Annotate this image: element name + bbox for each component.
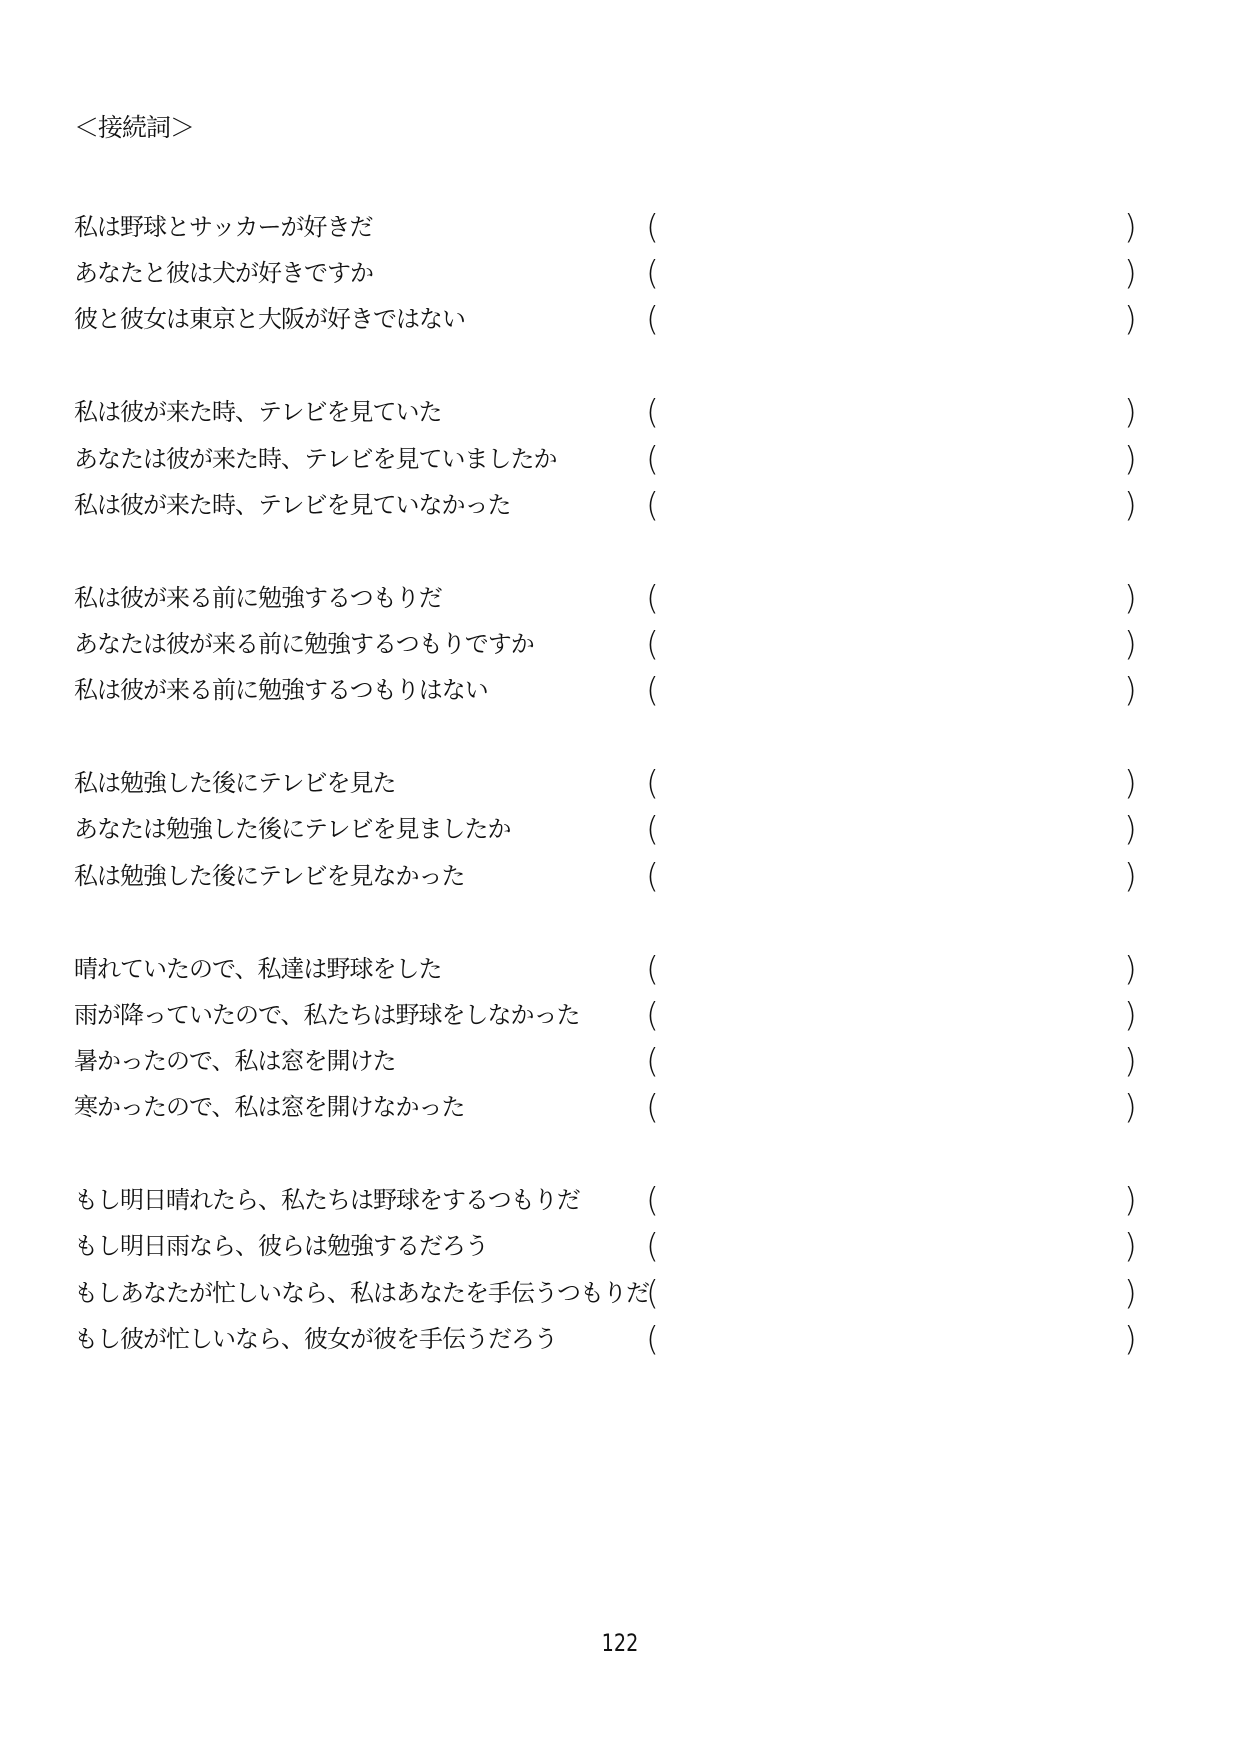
exercise-row <box>0 807 1240 853</box>
exercise-sentence: もしあなたが忙しいなら、私はあなたを手伝うつもりだ <box>74 1279 649 1307</box>
exercise-row <box>0 993 1240 1039</box>
exercise-row <box>0 854 1240 900</box>
answer-blank[interactable] <box>670 1323 1118 1359</box>
answer-paren-close: ) <box>1124 439 1137 478</box>
answer-paren-close: ) <box>1124 253 1137 292</box>
exercise-sentence: 晴れていたので、私達は野球をした <box>74 955 442 983</box>
answer-paren-open: ( <box>646 485 659 524</box>
answer-paren-open: ( <box>646 299 659 338</box>
exercise-sentence: あなたは彼が来た時、テレビを見ていましたか <box>74 445 557 473</box>
answer-paren-open: ( <box>646 1041 659 1080</box>
answer-paren-close: ) <box>1124 763 1137 802</box>
answer-paren-open: ( <box>646 253 659 292</box>
exercise-row <box>0 1317 1240 1363</box>
exercise-row <box>0 622 1240 668</box>
answer-paren-open: ( <box>646 856 659 895</box>
exercise-sentence: もし明日雨なら、彼らは勉強するだろう <box>74 1232 488 1260</box>
exercise-row <box>0 483 1240 529</box>
exercise-sentence: あなたと彼は犬が好きですか <box>74 259 373 287</box>
answer-paren-close: ) <box>1124 624 1137 663</box>
answer-paren-close: ) <box>1124 392 1137 431</box>
answer-blank[interactable] <box>670 489 1118 525</box>
answer-blank[interactable] <box>670 1184 1118 1220</box>
exercise-sentence: あなたは勉強した後にテレビを見ましたか <box>74 815 511 843</box>
exercise-row <box>0 1224 1240 1270</box>
answer-blank[interactable] <box>670 1277 1118 1313</box>
exercise-sentence: 彼と彼女は東京と大阪が好きではない <box>74 305 465 333</box>
exercise-row <box>0 576 1240 622</box>
answer-blank[interactable] <box>670 443 1118 479</box>
exercise-row <box>0 1085 1240 1131</box>
answer-paren-close: ) <box>1124 670 1137 709</box>
answer-paren-close: ) <box>1124 1041 1137 1080</box>
answer-blank[interactable] <box>670 674 1118 710</box>
exercise-sentence: 私は野球とサッカーが好きだ <box>74 213 373 241</box>
answer-blank[interactable] <box>670 999 1118 1035</box>
answer-paren-close: ) <box>1124 856 1137 895</box>
answer-paren-open: ( <box>646 670 659 709</box>
answer-paren-open: ( <box>646 1226 659 1265</box>
answer-paren-open: ( <box>646 1087 659 1126</box>
answer-paren-open: ( <box>646 624 659 663</box>
exercise-sentence: 私は彼が来る前に勉強するつもりだ <box>74 584 442 612</box>
exercise-row <box>0 947 1240 993</box>
exercise-row <box>0 297 1240 343</box>
answer-paren-open: ( <box>646 995 659 1034</box>
exercise-sentence: 寒かったので、私は窓を開けなかった <box>74 1093 465 1121</box>
exercise-sentence: 私は勉強した後にテレビを見た <box>74 769 396 797</box>
answer-blank[interactable] <box>670 396 1118 432</box>
answer-blank[interactable] <box>670 767 1118 803</box>
answer-paren-open: ( <box>646 809 659 848</box>
page-title: ＜接続詞＞ <box>74 113 195 142</box>
answer-blank[interactable] <box>670 582 1118 618</box>
answer-paren-close: ) <box>1124 1226 1137 1265</box>
answer-paren-open: ( <box>646 1319 659 1358</box>
answer-paren-close: ) <box>1124 809 1137 848</box>
exercise-sentence: 私は彼が来る前に勉強するつもりはない <box>74 676 488 704</box>
exercise-sentence: 雨が降っていたので、私たちは野球をしなかった <box>74 1001 580 1029</box>
exercise-row <box>0 668 1240 714</box>
exercise-row <box>0 437 1240 483</box>
answer-blank[interactable] <box>670 953 1118 989</box>
exercise-row <box>0 761 1240 807</box>
answer-paren-close: ) <box>1124 1273 1137 1312</box>
exercise-sentence: 暑かったので、私は窓を開けた <box>74 1047 396 1075</box>
exercise-row <box>0 251 1240 297</box>
answer-paren-open: ( <box>646 763 659 802</box>
answer-paren-open: ( <box>646 207 659 246</box>
exercise-sentence: 私は彼が来た時、テレビを見ていなかった <box>74 491 511 519</box>
answer-paren-close: ) <box>1124 207 1137 246</box>
exercise-sentence: もし明日晴れたら、私たちは野球をするつもりだ <box>74 1186 580 1214</box>
answer-paren-close: ) <box>1124 995 1137 1034</box>
answer-blank[interactable] <box>670 303 1118 339</box>
answer-blank[interactable] <box>670 1045 1118 1081</box>
exercise-sentence: あなたは彼が来る前に勉強するつもりですか <box>74 630 534 658</box>
answer-blank[interactable] <box>670 860 1118 896</box>
exercise-row <box>0 205 1240 251</box>
exercise-sentence: もし彼が忙しいなら、彼女が彼を手伝うだろう <box>74 1325 557 1353</box>
answer-paren-close: ) <box>1124 949 1137 988</box>
answer-blank[interactable] <box>670 257 1118 293</box>
answer-paren-close: ) <box>1124 578 1137 617</box>
exercise-row <box>0 1178 1240 1224</box>
answer-paren-open: ( <box>646 439 659 478</box>
exercise-row <box>0 390 1240 436</box>
answer-paren-open: ( <box>646 578 659 617</box>
answer-blank[interactable] <box>670 1091 1118 1127</box>
answer-paren-close: ) <box>1124 299 1137 338</box>
answer-blank[interactable] <box>670 813 1118 849</box>
answer-paren-open: ( <box>646 1273 659 1312</box>
exercise-sentence: 私は彼が来た時、テレビを見ていた <box>74 398 442 426</box>
answer-blank[interactable] <box>670 628 1118 664</box>
exercise-row <box>0 1039 1240 1085</box>
answer-blank[interactable] <box>670 211 1118 247</box>
answer-paren-close: ) <box>1124 1319 1137 1358</box>
answer-paren-open: ( <box>646 1180 659 1219</box>
answer-paren-close: ) <box>1124 485 1137 524</box>
exercise-sentence: 私は勉強した後にテレビを見なかった <box>74 862 465 890</box>
answer-paren-close: ) <box>1124 1180 1137 1219</box>
page-number: 122 <box>601 1629 639 1657</box>
exercise-row <box>0 1271 1240 1317</box>
answer-paren-close: ) <box>1124 1087 1137 1126</box>
answer-paren-open: ( <box>646 392 659 431</box>
answer-paren-open: ( <box>646 949 659 988</box>
answer-blank[interactable] <box>670 1230 1118 1266</box>
